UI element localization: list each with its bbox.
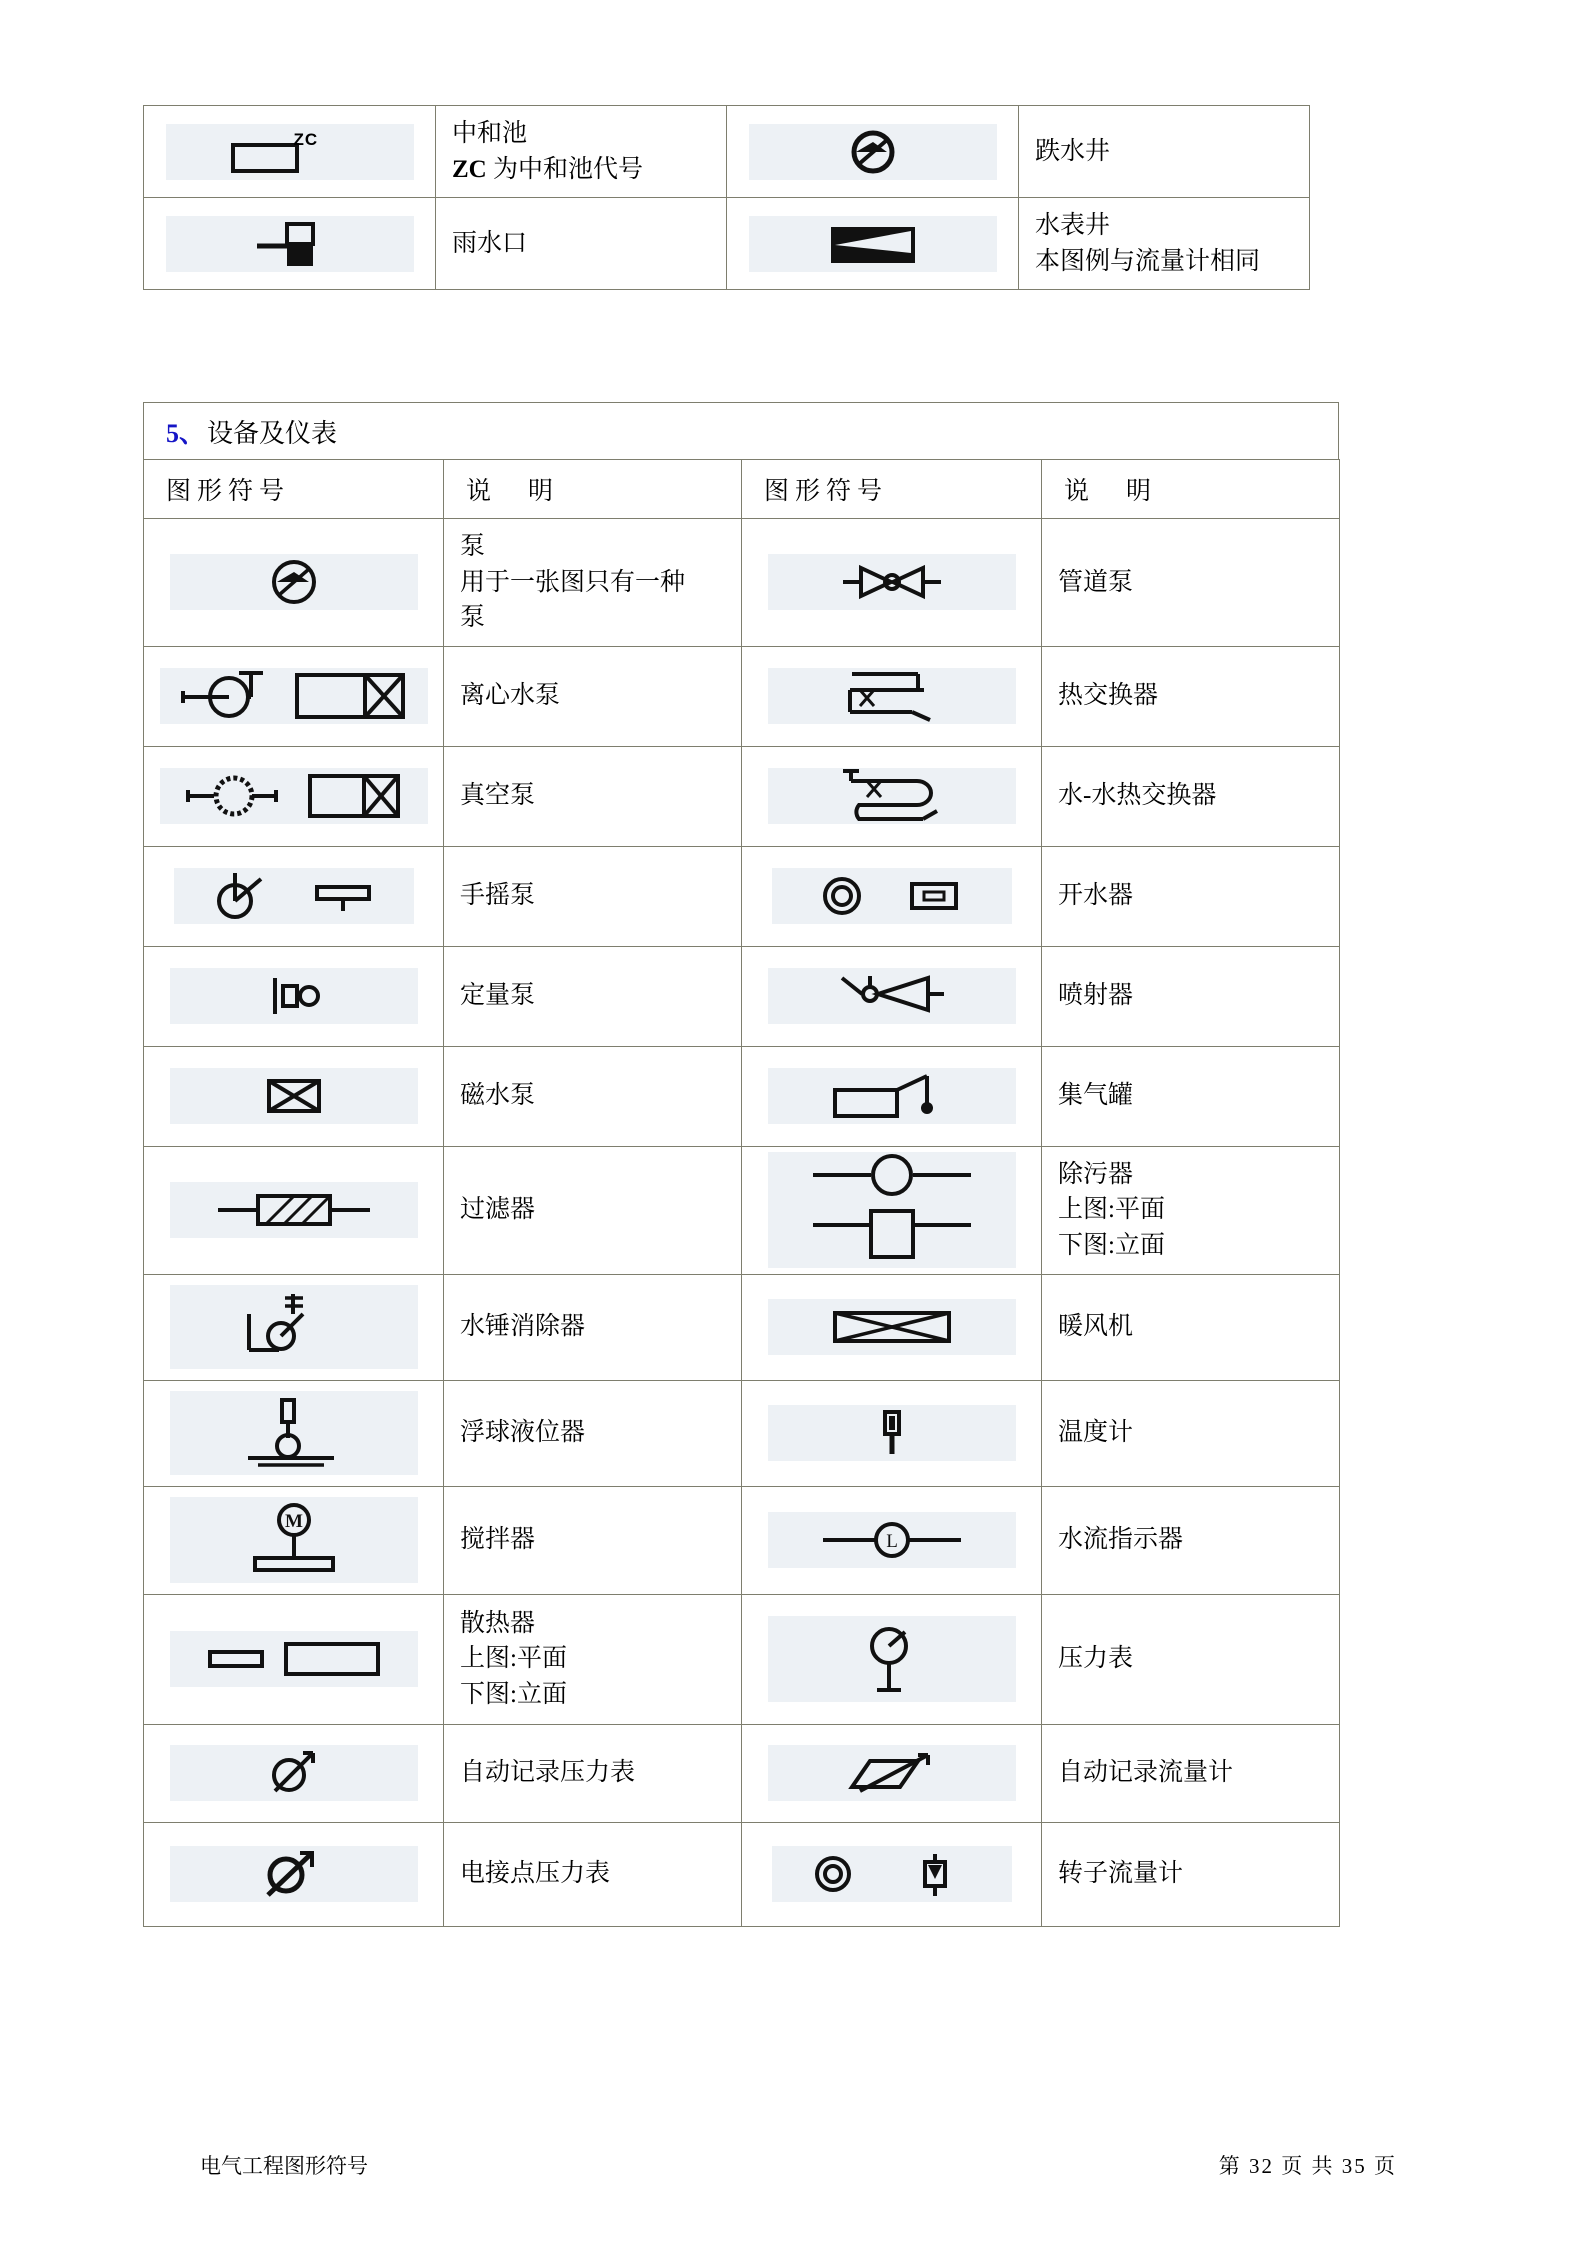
symbol-cell-ejector (742, 946, 1042, 1046)
table-row (144, 946, 1340, 1046)
description-cell (444, 1274, 742, 1380)
agitator-icon (229, 1500, 359, 1580)
description-cell (444, 1724, 742, 1822)
water-hammer-arrester-icon (239, 1288, 349, 1366)
desc-line: 喷射器 (1058, 982, 1134, 1010)
table-row (144, 198, 1310, 290)
table-row (144, 1146, 1340, 1274)
section-number: 5、 (166, 418, 206, 448)
section-title: 设备及仪表 (207, 418, 338, 448)
desc-line: 真空泵 (460, 782, 536, 810)
filter-icon (214, 1190, 374, 1230)
column-header-description-left: 说 明 (444, 460, 742, 519)
table-row (144, 846, 1340, 946)
drop-manhole-icon (843, 126, 903, 178)
desc-line: 泵 (460, 604, 486, 631)
water-water-heat-exchanger-icon (837, 767, 947, 825)
description-cell (436, 198, 727, 290)
desc-line: 转子流量计 (1058, 1860, 1184, 1888)
footer-page-number: 第 32 页 共 35 页 (1218, 2154, 1397, 2178)
desc-line: 开水器 (1058, 882, 1134, 910)
symbol-cell-pump (144, 519, 444, 647)
symbol-cell-filter (144, 1146, 444, 1274)
symbol-cell-neutralization-tank (144, 106, 436, 198)
symbol-cell-dirt-separator (742, 1146, 1042, 1274)
symbol-cell-rotameter (742, 1822, 1042, 1926)
table-row (144, 1274, 1340, 1380)
desc-line: 本图例与流量计相同 (1035, 247, 1261, 275)
symbol-cell-drop-manhole (727, 106, 1019, 198)
desc-line: 温度计 (1058, 1419, 1134, 1447)
equipment-instrument-legend-table (143, 459, 1340, 1927)
desc-line: 水-水热交换器 (1058, 782, 1217, 810)
desc-line: 跌水井 (1035, 137, 1111, 165)
magnetic-water-pump-icon (259, 1073, 329, 1119)
description-cell (1042, 1724, 1340, 1822)
column-header-symbol-left: 图形符号 (144, 460, 444, 519)
table-row (144, 519, 1340, 647)
desc-line: 集气罐 (1058, 1082, 1134, 1110)
vacuum-pump-icon (184, 772, 404, 820)
ejector-icon (832, 968, 952, 1024)
table-row (144, 646, 1340, 746)
heat-exchanger-icon (842, 668, 942, 724)
description-cell (444, 1380, 742, 1486)
column-header-symbol-right: 图形符号 (742, 460, 1042, 519)
dirt-separator-icon (807, 1155, 977, 1265)
section-heading (143, 402, 1339, 460)
description-cell (1019, 198, 1310, 290)
desc-line: 中和池 (452, 120, 528, 147)
metering-pump-icon (259, 970, 329, 1022)
description-cell (1042, 1486, 1340, 1594)
description-cell (1042, 746, 1340, 846)
table-row (144, 1822, 1340, 1926)
description-cell (1042, 1380, 1340, 1486)
desc-line: 上图:平面 (460, 1645, 567, 1673)
symbol-cell-water-meter-well (727, 198, 1019, 290)
page-footer (0, 2150, 1587, 2180)
footer-document-title: 电气工程图形符号 (200, 2154, 368, 2178)
table-row (144, 1046, 1340, 1146)
symbol-cell-rainwater-inlet (144, 198, 436, 290)
desc-line: 除污器 (1058, 1160, 1134, 1188)
desc-line: 磁水泵 (460, 1082, 536, 1110)
desc-line: 散热器 (460, 1609, 536, 1637)
description-cell (1042, 946, 1340, 1046)
pump-circle-icon (263, 555, 325, 609)
description-cell (1042, 1146, 1340, 1274)
symbol-cell-hand-crank-pump (144, 846, 444, 946)
rainwater-inlet-icon (235, 216, 345, 272)
desc-line: 上图:平面 (1058, 1196, 1165, 1224)
code-rest: 为中和池代号 (486, 155, 643, 183)
table-row (144, 106, 1310, 198)
symbol-cell-water-flow-indicator (742, 1486, 1042, 1594)
symbol-cell-water-hammer-arrester (144, 1274, 444, 1380)
desc-line: 泵 (460, 533, 486, 560)
symbol-cell-pipeline-pump (742, 519, 1042, 647)
table-row (144, 1486, 1340, 1594)
description-cell (1042, 1822, 1340, 1926)
desc-line: 自动记录压力表 (460, 1759, 636, 1787)
description-cell (444, 1486, 742, 1594)
symbol-cell-warm-air-blower (742, 1274, 1042, 1380)
description-cell (444, 1822, 742, 1926)
symbol-cell-magnetic-water-pump (144, 1046, 444, 1146)
svg-text:L: L (885, 1531, 898, 1552)
water-flow-indicator-icon (817, 1520, 967, 1560)
symbol-cell-radiator (144, 1594, 444, 1724)
table-row (144, 1594, 1340, 1724)
desc-line: 压力表 (1058, 1645, 1134, 1673)
desc-line (452, 152, 710, 188)
table-row (144, 1380, 1340, 1486)
desc-line: 自动记录流量计 (1058, 1759, 1234, 1787)
description-cell (1042, 846, 1340, 946)
recording-pressure-gauge-icon (259, 1745, 329, 1801)
warm-air-blower-icon (829, 1305, 955, 1349)
neutralization-tank-code-label: ZC (293, 129, 319, 149)
svg-text:M: M (284, 1511, 303, 1532)
description-cell (444, 1594, 742, 1724)
float-level-gauge-icon (224, 1394, 364, 1472)
symbol-cell-water-water-heat-exchanger (742, 746, 1042, 846)
code-token: ZC (452, 155, 487, 183)
desc-line: 暖风机 (1058, 1313, 1134, 1341)
symbol-cell-air-collector-tank (742, 1046, 1042, 1146)
water-meter-well-icon (825, 221, 921, 267)
symbol-cell-heat-exchanger (742, 646, 1042, 746)
desc-line: 下图:立面 (1058, 1231, 1165, 1259)
symbol-cell-boiling-water-heater (742, 846, 1042, 946)
desc-line: 手摇泵 (460, 882, 536, 910)
symbol-cell-centrifugal-water-pump (144, 646, 444, 746)
desc-line: 下图:立面 (460, 1680, 567, 1708)
symbol-cell-recording-pressure-gauge (144, 1724, 444, 1822)
drainage-legend-table (143, 105, 1310, 290)
desc-line: 雨水口 (452, 229, 528, 257)
description-cell (1042, 519, 1340, 647)
radiator-icon (206, 1638, 382, 1680)
description-cell (444, 1046, 742, 1146)
description-cell (1019, 106, 1310, 198)
hand-crank-pump-icon (199, 867, 389, 925)
boiling-water-heater-icon (802, 872, 982, 920)
description-cell (444, 746, 742, 846)
desc-line: 管道泵 (1058, 568, 1134, 596)
description-cell (1042, 646, 1340, 746)
column-header-description-right: 说 明 (1042, 460, 1340, 519)
desc-line: 离心水泵 (460, 682, 561, 710)
symbol-cell-pressure-gauge (742, 1594, 1042, 1724)
pressure-gauge-icon (857, 1620, 927, 1698)
desc-line: 用于一张图只有一种 (460, 568, 686, 596)
desc-line: 浮球液位器 (460, 1419, 586, 1447)
symbol-cell-vacuum-pump (144, 746, 444, 846)
air-collector-tank-icon (827, 1070, 957, 1122)
electric-contact-pressure-gauge-icon (254, 1845, 334, 1903)
pipeline-pump-icon (837, 560, 947, 604)
rotameter-icon (797, 1846, 987, 1902)
desc-line: 电接点压力表 (460, 1860, 611, 1888)
description-cell (444, 1146, 742, 1274)
neutralization-tank-icon (215, 129, 365, 175)
description-cell (1042, 1594, 1340, 1724)
description-cell (444, 946, 742, 1046)
description-cell (1042, 1046, 1340, 1146)
recording-flow-meter-icon (842, 1747, 942, 1799)
desc-line: 过滤器 (460, 1196, 536, 1224)
description-cell (444, 646, 742, 746)
description-cell (444, 846, 742, 946)
description-cell (1042, 1274, 1340, 1380)
desc-line: 热交换器 (1058, 682, 1159, 710)
description-cell (444, 519, 742, 647)
symbol-cell-electric-contact-pressure-gauge (144, 1822, 444, 1926)
desc-line: 水表井 (1035, 212, 1111, 239)
symbol-cell-float-level-gauge (144, 1380, 444, 1486)
desc-line: 水流指示器 (1058, 1526, 1184, 1554)
desc-line: 定量泵 (460, 982, 536, 1010)
centrifugal-water-pump-icon (179, 667, 409, 725)
description-cell (436, 106, 727, 198)
symbol-cell-recording-flow-meter (742, 1724, 1042, 1822)
thermometer-icon (872, 1404, 912, 1462)
symbol-cell-agitator (144, 1486, 444, 1594)
symbol-cell-thermometer (742, 1380, 1042, 1486)
table-row (144, 746, 1340, 846)
desc-line: 搅拌器 (460, 1526, 536, 1554)
table-row (144, 1724, 1340, 1822)
desc-line: 水锤消除器 (460, 1313, 586, 1341)
table-header-row (144, 460, 1340, 519)
symbol-cell-metering-pump (144, 946, 444, 1046)
